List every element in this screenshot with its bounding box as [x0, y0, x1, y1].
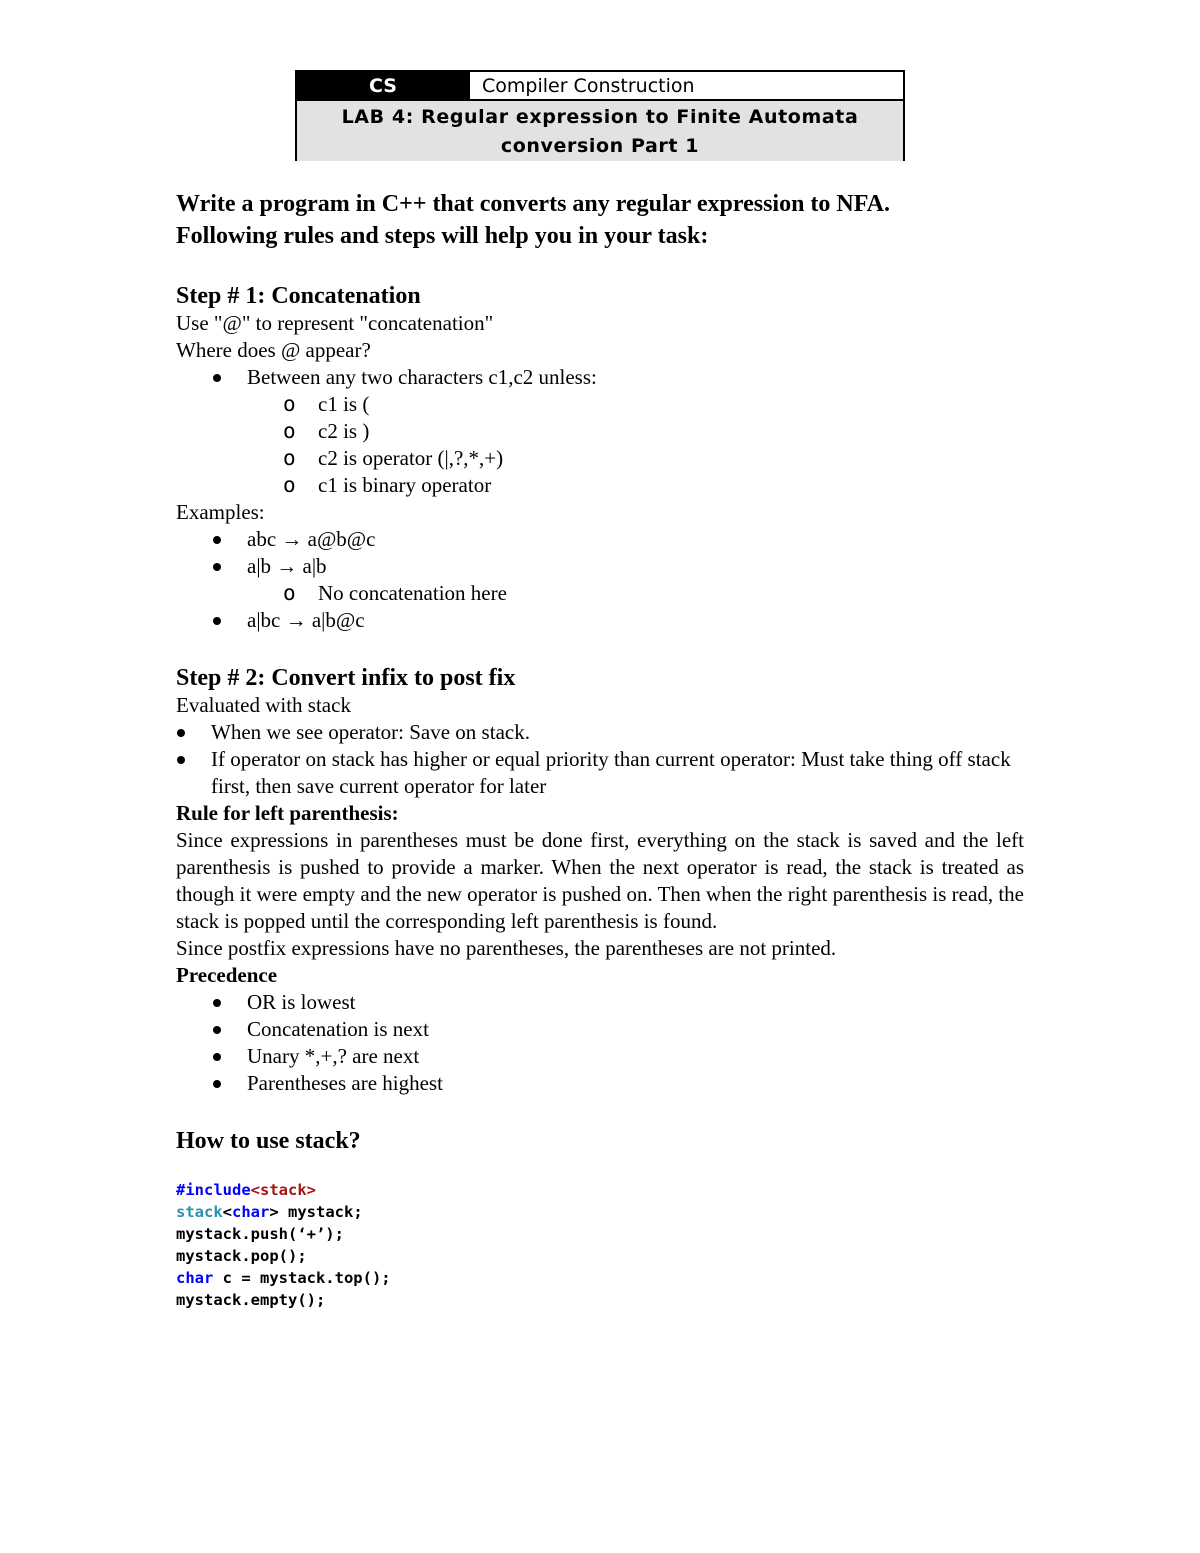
example-item: a|b → a|b — [176, 553, 1024, 580]
stack-heading: How to use stack? — [176, 1128, 361, 1154]
intro-line1: Write a program in C++ that converts any regular expression to NFA. — [176, 191, 890, 217]
course-name: Compiler Construction — [469, 72, 903, 99]
step1-bullet: Between any two characters c1,c2 unless: — [176, 364, 1024, 391]
code-include-target: <stack> — [250, 1181, 316, 1199]
step1-line2: Where does @ appear? — [176, 338, 371, 362]
intro-line2: Following rules and steps will help you in your task: — [176, 223, 709, 249]
precedence-item: Unary *,+,? are next — [176, 1043, 1024, 1070]
rule-heading: Rule for left parenthesis: — [176, 801, 399, 825]
step2-bullet: When we see operator: Save on stack. — [176, 719, 1024, 746]
lab-header — [295, 70, 905, 161]
precedence-item: Concatenation is next — [176, 1016, 1024, 1043]
code-text: c = mystack.top(); — [213, 1269, 391, 1287]
step1-heading: Step # 1: Concatenation — [176, 283, 421, 309]
example-item: abc → a@b@c — [176, 526, 1024, 553]
step2-bullet: If operator on stack has higher or equal priority than current operator: Must take thing off stack first, then save current operator for later — [176, 746, 1024, 800]
code-text: < — [222, 1203, 233, 1221]
course-code: CS — [297, 72, 469, 99]
step1-line1: Use "@" to represent "concatenation" — [176, 311, 494, 335]
code-line — [176, 1179, 1024, 1201]
rule-paragraph-2: Since postfix expressions have no parentheses, the parentheses are not printed. — [176, 936, 837, 960]
code-line: mystack.empty(); — [176, 1291, 326, 1309]
code-line: mystack.push(‘+’); — [176, 1225, 344, 1243]
rule-paragraph: Since expressions in parentheses must be done first, everything on the stack is saved and the left parenthesis is pushed to provide a marker. When the next operator is read, the stack is treated as though it were empty and the new operator is pushed on. Then when the right parenthesis is read, the stack is popped until the corresponding left parenthesis is found. — [176, 828, 1024, 933]
code-line — [176, 1267, 1024, 1289]
code-type: stack — [176, 1203, 223, 1221]
step2-bullets — [176, 719, 1024, 800]
header-top-row — [297, 72, 903, 101]
precedence-list — [176, 989, 1024, 1097]
code-keyword: char — [176, 1269, 214, 1287]
code-block — [176, 1179, 1024, 1311]
example-item: a|bc → a|b@c — [176, 607, 1024, 634]
examples-label: Examples: — [176, 500, 265, 524]
lab-title-line2: conversion Part 1 — [500, 135, 700, 157]
step2-heading: Step # 2: Convert infix to post fix — [176, 665, 516, 691]
step1-sub-item: o c1 is binary operator — [176, 472, 1024, 499]
step1-rules-list — [176, 364, 1024, 499]
code-keyword: char — [232, 1203, 270, 1221]
step1-sub-item: o c1 is ( — [176, 391, 1024, 418]
lab-title — [297, 101, 903, 161]
document-body — [176, 188, 1024, 1311]
examples-list — [176, 526, 1024, 634]
step1-sub-item: o c2 is ) — [176, 418, 1024, 445]
precedence-item: OR is lowest — [176, 989, 1024, 1016]
lab-title-line1: LAB 4: Regular expression to Finite Automata — [341, 106, 859, 128]
precedence-heading: Precedence — [176, 963, 278, 987]
code-line: mystack.pop(); — [176, 1247, 307, 1265]
code-line — [176, 1201, 1024, 1223]
example-note: o No concatenation here — [176, 580, 1024, 607]
code-text: > mystack; — [269, 1203, 363, 1221]
code-keyword: #include — [176, 1181, 251, 1199]
step1-sub-item: o c2 is operator (|,?,*,+) — [176, 445, 1024, 472]
precedence-item: Parentheses are highest — [176, 1070, 1024, 1097]
step2-line1: Evaluated with stack — [176, 693, 351, 717]
